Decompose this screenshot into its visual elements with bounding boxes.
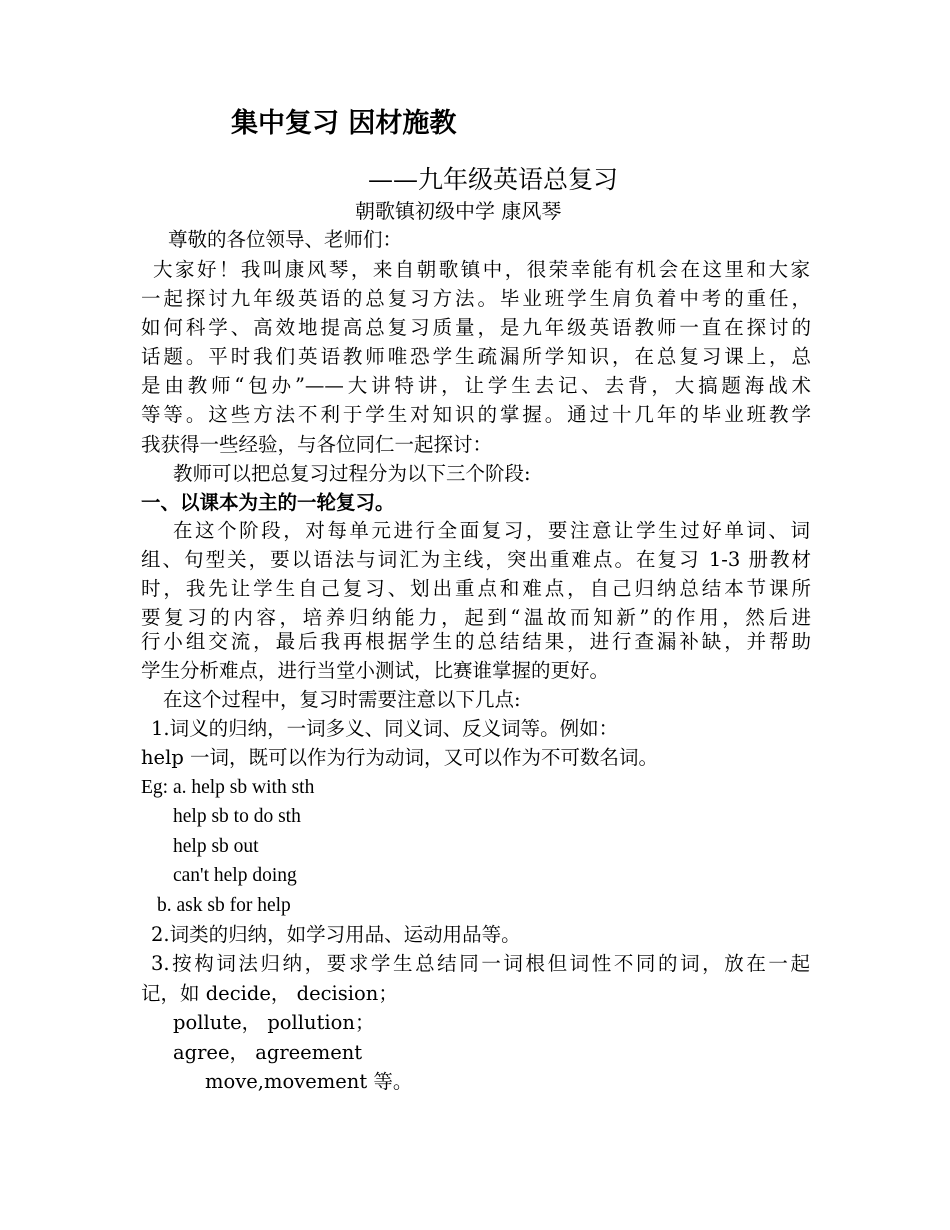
document-title: 集中复习 因材施教 — [231, 108, 457, 139]
example-line: can't help doing — [173, 865, 297, 886]
paragraph-line: 学生分析难点，进行当堂小测试，比赛谁掌握的更好。 — [141, 659, 610, 682]
list-item: 3.按构词法归纳，要求学生总结同一词根但词性不同的词，放在一起 — [151, 952, 810, 975]
example-line: agree， agreement — [173, 1041, 363, 1064]
example-line: b. ask sb for help — [157, 895, 291, 916]
paragraph-line: 在这个阶段，对每单元进行全面复习，要注意让学生过好单词、词 — [173, 519, 810, 542]
author-line: 朝歌镇初级中学 康风琴 — [355, 199, 562, 223]
example-line: help sb out — [173, 836, 259, 857]
paragraph-line: 要复习的内容，培养归纳能力，起到“温故而知新”的作用，然后进 — [141, 606, 811, 629]
paragraph-line: 是由教师“包办”——大讲特讲，让学生去记、去背，大搞题海战术 — [141, 374, 811, 397]
paragraph-line: help 一词，既可以作为行为动词，又可以作为不可数名词。 — [141, 746, 659, 769]
paragraph-line: 一起探讨九年级英语的总复习方法。毕业班学生肩负着中考的重任， — [141, 287, 811, 310]
paragraph-line: 我获得一些经验，与各位同仁一起探讨： — [141, 433, 493, 456]
greeting: 尊敬的各位领导、老师们： — [168, 228, 403, 251]
example-line: move,movement 等。 — [205, 1070, 413, 1093]
section-heading: 一、以课本为主的一轮复习。 — [141, 491, 395, 514]
paragraph-line: 大家好！我叫康风琴，来自朝歌镇中，很荣幸能有机会在这里和大家 — [153, 258, 810, 281]
paragraph-line: 等等。这些方法不利于学生对知识的掌握。通过十几年的毕业班教学 — [141, 403, 811, 426]
example-line: help sb to do sth — [173, 806, 301, 827]
paragraph-line: 行小组交流，最后我再根据学生的总结结果，进行查漏补缺，并帮助 — [141, 630, 811, 653]
example-line: pollute， pollution； — [173, 1011, 375, 1034]
paragraph-line: 如何科学、高效地提高总复习质量，是九年级英语教师一直在探讨的 — [141, 316, 811, 339]
list-item: 1.词义的归纳，一词多义、同义词、反义词等。例如： — [151, 717, 619, 740]
paragraph-line: 话题。平时我们英语教师唯恐学生疏漏所学知识，在总复习课上，总 — [141, 345, 811, 368]
example-line: Eg: a. help sb with sth — [141, 777, 315, 798]
paragraph-line: 时，我先让学生自己复习、划出重点和难点，自己归纳总结本节课所 — [141, 577, 811, 600]
document-subtitle: ——九年级英语总复习 — [368, 165, 619, 194]
paragraph-line: 组、句型关，要以语法与词汇为主线，突出重难点。在复习 1-3 册教材 — [141, 548, 811, 571]
paragraph-line: 在这个过程中，复习时需要注意以下几点: — [163, 688, 521, 711]
paragraph-line: 记，如 decide， decision； — [141, 982, 398, 1005]
list-item: 2.词类的归纳，如学习用品、运动用品等。 — [151, 923, 521, 946]
paragraph-line: 教师可以把总复习过程分为以下三个阶段: — [173, 462, 531, 485]
